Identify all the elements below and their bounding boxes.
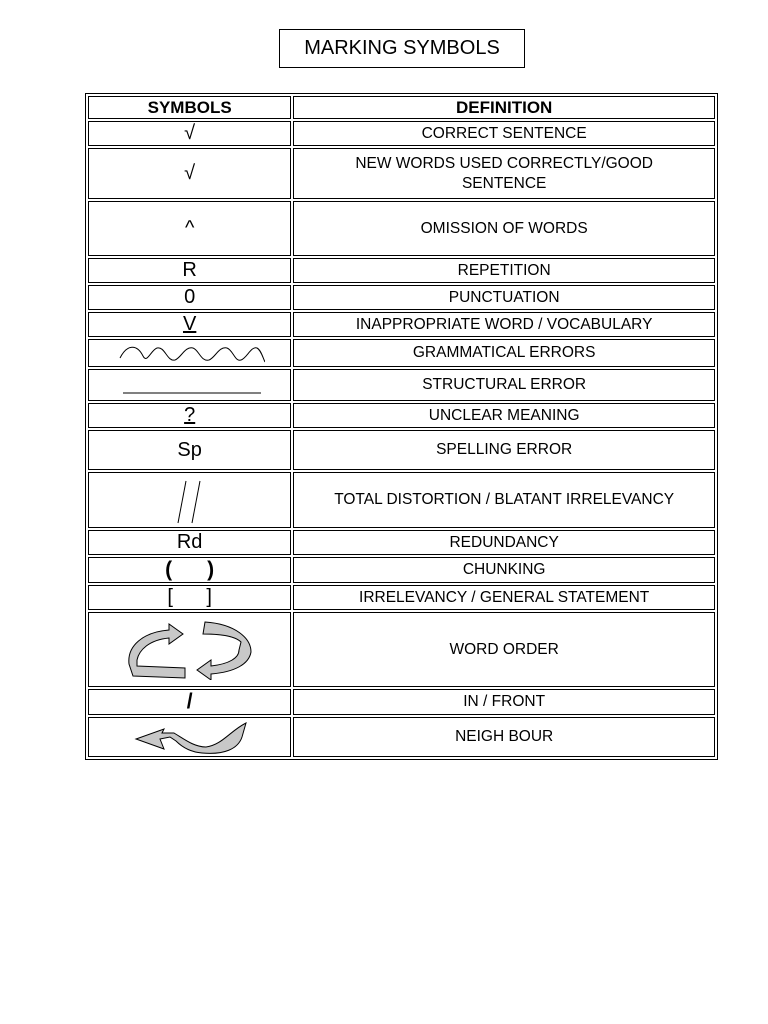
table-header-row xyxy=(88,96,715,119)
symbol-cell xyxy=(88,717,291,757)
symbol-cell xyxy=(88,472,291,528)
definition-cell: IRRELEVANCY / GENERAL STATEMENT xyxy=(293,585,715,610)
header-symbols: SYMBOLS xyxy=(88,96,291,119)
table-row xyxy=(88,369,715,401)
table-row xyxy=(88,312,715,337)
definition-cell: GRAMMATICAL ERRORS xyxy=(293,339,715,367)
table-row xyxy=(88,689,715,715)
symbol-cell: [ ] xyxy=(88,585,291,610)
symbol-cell: Rd xyxy=(88,530,291,555)
table-row xyxy=(88,201,715,256)
marking-symbols-table xyxy=(85,93,718,760)
table-row xyxy=(88,612,715,687)
definition-cell: INAPPROPRIATE WORD / VOCABULARY xyxy=(293,312,715,337)
symbol-cell: √ xyxy=(88,121,291,146)
double-slash-icon xyxy=(160,475,220,525)
table-row xyxy=(88,717,715,757)
symbol-cell: R xyxy=(88,258,291,283)
curved-arrow-left-icon xyxy=(130,719,250,755)
wavy-line-icon xyxy=(115,340,265,366)
symbol-cell: √ xyxy=(88,148,291,199)
symbol-cell xyxy=(88,612,291,687)
definition-cell: WORD ORDER xyxy=(293,612,715,687)
symbol-cell: V xyxy=(88,312,291,337)
definition-cell: IN / FRONT xyxy=(293,689,715,715)
definition-cell: UNCLEAR MEANING xyxy=(293,403,715,428)
definition-cell: CORRECT SENTENCE xyxy=(293,121,715,146)
symbol-cell: 0 xyxy=(88,285,291,310)
definition-cell: PUNCTUATION xyxy=(293,285,715,310)
symbol-cell: ( ) xyxy=(88,557,291,583)
table-row xyxy=(88,530,715,555)
table-row xyxy=(88,472,715,528)
definition-cell: OMISSION OF WORDS xyxy=(293,201,715,256)
header-definition: DEFINITION xyxy=(293,96,715,119)
definition-cell: SPELLING ERROR xyxy=(293,430,715,470)
definition-cell: REPETITION xyxy=(293,258,715,283)
symbol-cell: / xyxy=(88,689,291,715)
table-row xyxy=(88,148,715,199)
swap-arrows-icon xyxy=(125,620,255,680)
table-row xyxy=(88,585,715,610)
underline-icon xyxy=(115,373,265,397)
definition-cell: CHUNKING xyxy=(293,557,715,583)
table-row xyxy=(88,285,715,310)
table-row xyxy=(88,121,715,146)
symbol-cell: Sp xyxy=(88,430,291,470)
symbol-cell: ^ xyxy=(88,201,291,256)
symbol-cell xyxy=(88,369,291,401)
table-row xyxy=(88,557,715,583)
definition-cell: NEW WORDS USED CORRECTLY/GOOD SENTENCE xyxy=(293,148,715,199)
table-row xyxy=(88,258,715,283)
definition-cell: NEIGH BOUR xyxy=(293,717,715,757)
table-row xyxy=(88,403,715,428)
symbol-cell xyxy=(88,339,291,367)
definition-cell: REDUNDANCY xyxy=(293,530,715,555)
definition-cell: STRUCTURAL ERROR xyxy=(293,369,715,401)
page-title: MARKING SYMBOLS xyxy=(279,29,525,68)
definition-cell: TOTAL DISTORTION / BLATANT IRRELEVANCY xyxy=(293,472,715,528)
table-row xyxy=(88,430,715,470)
table-row xyxy=(88,339,715,367)
symbol-cell: ? xyxy=(88,403,291,428)
